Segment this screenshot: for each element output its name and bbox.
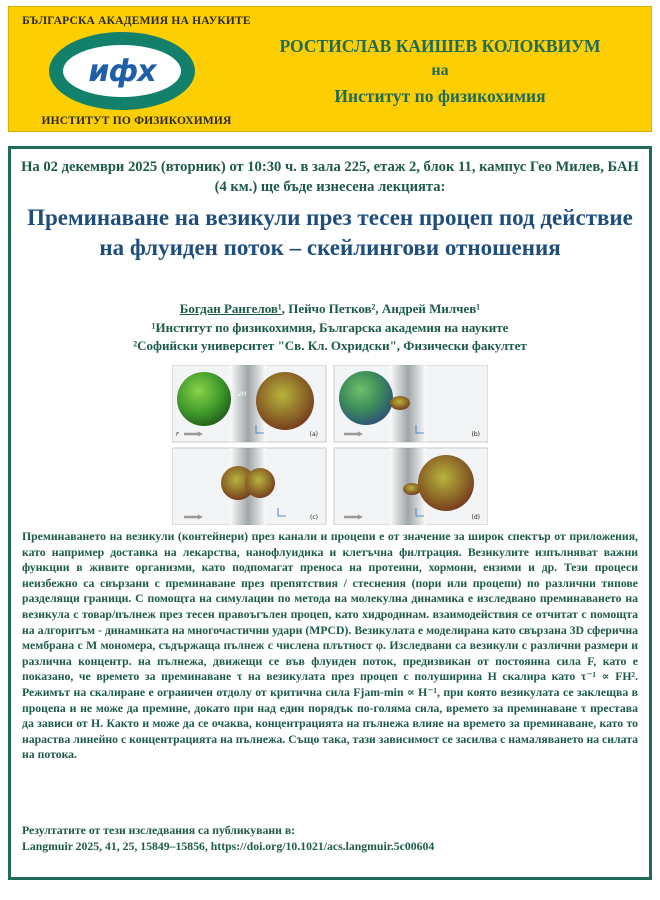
colloquium-title-connector: на — [431, 62, 449, 79]
lecture-title: Преминаване на везикули през тесен процеп под действие на флуиден поток – скейлингови отношения — [27, 205, 633, 260]
logo-text: ифх — [88, 53, 156, 89]
logo-inner — [63, 45, 181, 97]
panel-c — [172, 448, 326, 525]
vesicle-simulation-figure — [172, 365, 488, 525]
affiliation-1: ¹Институт по физикохимия, Българска академия на науките — [151, 319, 509, 335]
org-top-label: БЪЛГАРСКА АКАДЕМИЯ НА НАУКИТЕ — [22, 15, 251, 27]
abstract-text: Преминаването на везикули (контейнери) през канали и процепи е от значение за широк спектър от приложения, като например доставка на лекарства, нанофлуидика и клетъчна филтрация. Везикулите изпълняват важни функции в живите организми, като подпомагат преноса на протеини, хормони, ензими и др. Тези процеси неизбежно са свързани с преминаване през препятствия / стеснения (пори или процепи) по различни типове разделящи граници. С помощта на симулации по метода на молекулна динамика е изследвано преминаването на везикула с товар/пълнеж през тесен правоъгълен процеп, като хидродинам. взаимодействия се отчитат с помощта на алгоритъм - динамиката на многочастични удари (MPCD). Везикулата е моделирана като свързана 3D сферична мембрана с M мономера, съдържаща пълнеж с числена плътност φ. Изследвани са везикули с различни размери и различна концентр. на пълнежа, движещи се във флуиден поток, предизвикан от постоянна сила F, като е показано, че времето за преминаване τ на везикулата през процеп с полуширина H скалира като τ⁻¹ ∝ FH². Режимът на скалиране е ограничен отдолу от критична сила Fjam-min ∝ H⁻¹, при която везикулата се заклещва в процепа и не може да премине, докато при над един порядък по-голяма сила, времето за преминаване τ престава да зависи от H. Както и може да се очаква, концентрацията на пълнежа влияе на времето за преминаване, като то нараства линейно с концентрацията на пълнежа. Също така, тази зависимост се засилва с намаляването на силата на потока. — [22, 530, 638, 762]
affiliation-2: ²Софийски университет "Св. Кл. Охридски", Физически факултет — [133, 338, 527, 353]
authors-block — [20, 300, 640, 356]
panel-c-label: (c) — [310, 514, 318, 521]
gap-label: 2H — [238, 391, 247, 398]
announcement-intro: На 02 декември 2025 (вторник) от 10:30 ч. в зала 225, етаж 2, блок 11, кампус Гео Милев, БАН (4 км.) ще бъде изнесена лекцията: — [21, 159, 639, 195]
coauthor-names: , Пейчо Петков², Андрей Милчев¹ — [281, 301, 481, 316]
colloquium-institute: Институт по физикохимия — [334, 86, 546, 106]
colloquium-title: РОСТИСЛАВ КАИШЕВ КОЛОКВИУМ — [279, 36, 601, 56]
panel-a-label: (a) — [309, 431, 318, 438]
panel-b — [334, 365, 488, 442]
panel-d-label: (d) — [471, 514, 480, 521]
panel-b-label: (b) — [471, 431, 480, 438]
panel-d — [334, 448, 488, 525]
publication-citation: Langmuir 2025, 41, 25, 15849–15856, https://doi.org/10.1021/acs.langmuir.5c00604 — [22, 840, 435, 853]
org-bottom-label: ИНСТИТУТ ПО ФИЗИКОХИМИЯ — [41, 115, 232, 127]
presenter-name: Богдан Рангелов¹ — [179, 301, 282, 316]
ifh-logo — [49, 32, 195, 110]
publication-block — [22, 823, 638, 855]
force-label-a: F — [176, 432, 179, 438]
panel-a — [172, 365, 326, 442]
author-line — [20, 300, 640, 319]
publication-label: Резултатите от тези изследвания са публикувани в: — [22, 824, 296, 837]
